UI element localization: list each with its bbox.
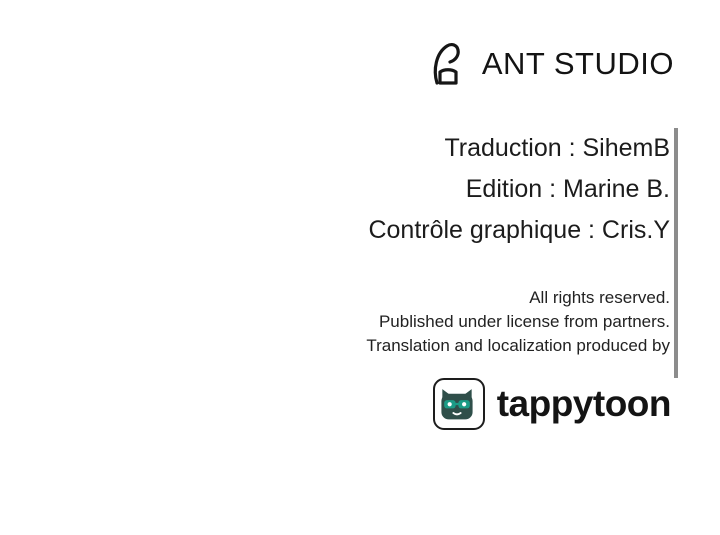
credit-line: Contrôle graphique : Cris.Y	[368, 216, 670, 244]
tappytoon-cat-icon	[433, 378, 485, 430]
credits-list	[110, 128, 670, 251]
rights-line: Translation and localization produced by	[366, 336, 670, 355]
credit-line: Traduction : SihemB	[444, 134, 670, 162]
studio-name: ANT STUDIO	[481, 46, 674, 81]
rights-line: Published under license from partners.	[378, 312, 670, 331]
vertical-divider	[674, 128, 678, 378]
tappytoon-wordmark: tappytoon	[496, 383, 671, 424]
studio-credit	[428, 42, 674, 86]
rights-notice	[110, 286, 670, 358]
credit-line: Edition : Marine B.	[465, 175, 670, 203]
rights-line: All rights reserved.	[529, 288, 670, 307]
tappytoon-brand	[433, 378, 671, 430]
ant-studio-mark-icon	[428, 42, 468, 86]
